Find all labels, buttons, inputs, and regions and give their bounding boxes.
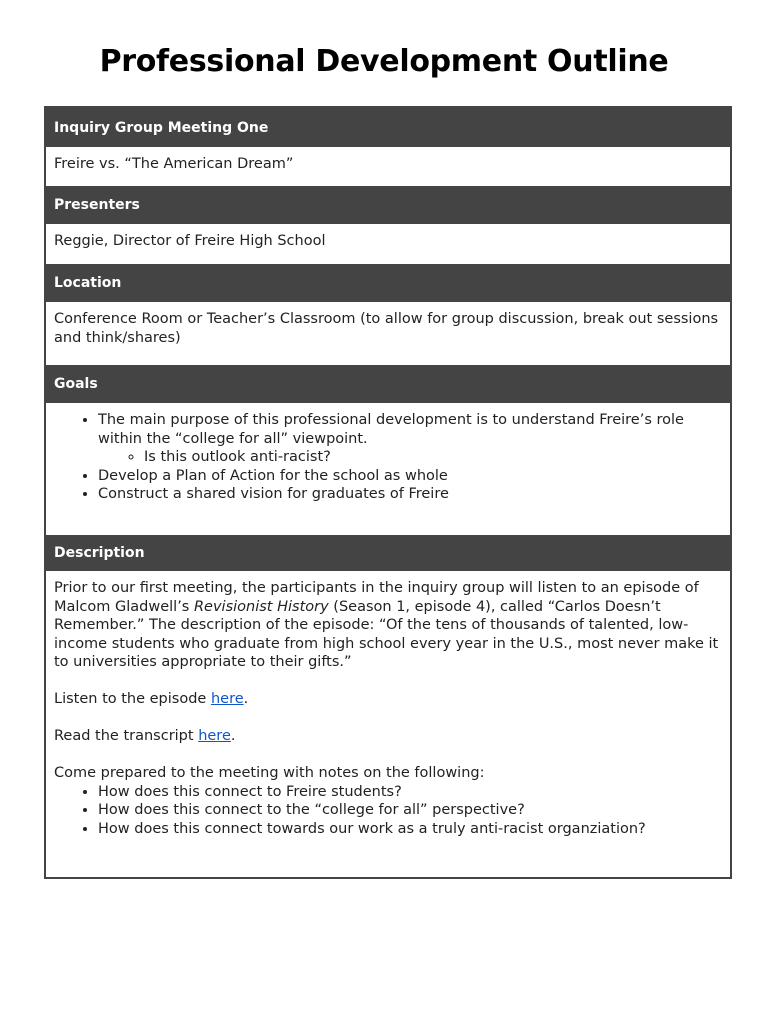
goals-cell [46, 403, 730, 535]
goal-sublist [98, 448, 722, 467]
description-paragraph: Prior to our first meeting, the participants in the inquiry group will listen to an episode of Malcom Gladwell’s Revisionist History (Season 1, episode 4), called “Carlos Doesn’t Remember.” The description of the episode: “Of the tens of thousands of talented, low-income students who graduate from high school every year in the U.S., most never make it to universities appropriate to their gifts.” [54, 580, 719, 670]
page-title: Professional Development Outline [99, 44, 669, 79]
question-item: • How does this connect towards our work as a truly anti-racist organziation? [98, 820, 722, 839]
listen-line: Listen to the episode here. [54, 691, 249, 707]
goal-item: • Construct a shared vision for graduates of Freire [98, 485, 722, 504]
presenters-value: Reggie, Director of Freire High School [54, 233, 326, 249]
description-cell [46, 571, 730, 877]
question-item: • How does this connect to Freire students? [98, 783, 722, 802]
description-header: Description [46, 535, 730, 571]
meeting-topic: Freire vs. “The American Dream” [54, 156, 294, 172]
goal-subitem: ◦ Is this outlook anti-racist? [144, 448, 722, 467]
meeting-topic-cell [46, 147, 730, 186]
goal-item: • Develop a Plan of Action for the school as whole [98, 467, 722, 486]
questions-list [54, 783, 722, 839]
goals-list [54, 411, 722, 504]
presenters-header: Presenters [46, 186, 730, 224]
presenters-cell [46, 224, 730, 264]
prepare-line: Come prepared to the meeting with notes on the following: [54, 765, 485, 781]
goal-item: • The main purpose of this professional development is to understand Freire’s role within the “college for all” viewpoint. ◦ Is this outlook anti-racist? [98, 411, 722, 467]
location-value: Conference Room or Teacher’s Classroom (to allow for group discussion, break out sessions and think/shares) [54, 311, 719, 346]
transcript-line: Read the transcript here. [54, 728, 236, 744]
location-header: Location [46, 264, 730, 302]
meeting-header: Inquiry Group Meeting One [46, 108, 730, 147]
transcript-link[interactable]: here [198, 728, 231, 744]
outline-table [44, 106, 732, 879]
goals-header: Goals [46, 365, 730, 403]
question-item: • How does this connect to the “college for all” perspective? [98, 801, 722, 820]
listen-episode-link[interactable]: here [210, 691, 244, 707]
location-cell [46, 302, 730, 365]
podcast-title: Revisionist History [193, 598, 329, 615]
